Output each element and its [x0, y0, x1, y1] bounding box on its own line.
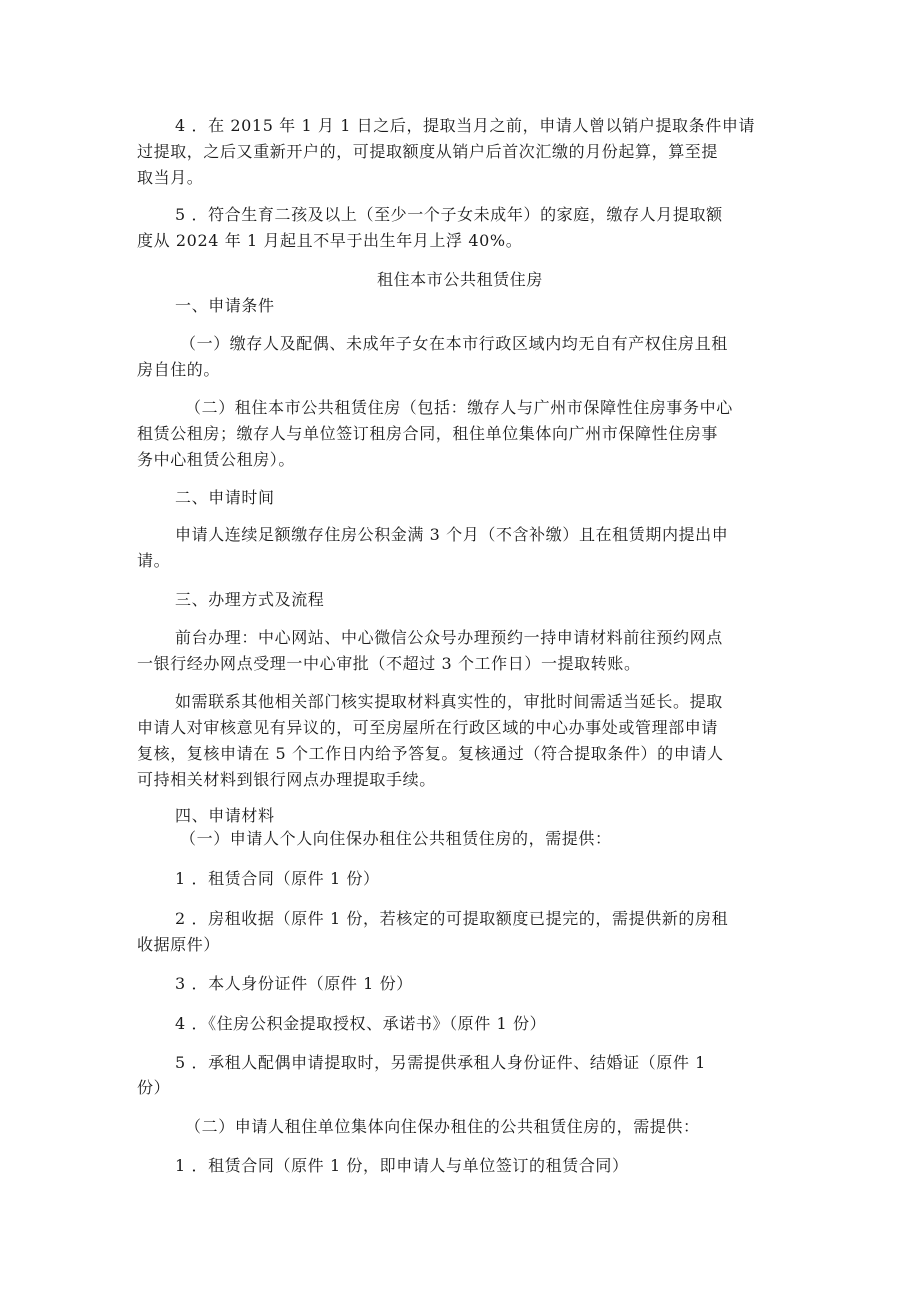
materials-a-item-5-line-2: 份）	[137, 1078, 171, 1097]
section-title: 租住本市公共租赁住房	[376, 270, 543, 289]
paragraph-item-4-line-2: 过提取，之后又重新开户的，可提取额度从销户后首次汇缴的月份起算，算至提	[137, 142, 719, 161]
paragraph-item-4-line-1: 4 ．在 2015 年 1 月 1 日之后，提取当月之前，申请人曾以销户提取条件申请	[175, 116, 756, 135]
application-time-line-1: 申请人连续足额缴存住房公积金满 3 个月（不含补缴）且在租赁期内提出申	[175, 525, 729, 544]
heading-materials: 四、申请材料	[175, 806, 275, 825]
condition-2-line-1: （二）租住本市公共租赁住房（包括：缴存人与广州市保障性住房事务中心	[185, 398, 733, 417]
paragraph-item-5-line-1: 5 ．符合生育二孩及以上（至少一个子女未成年）的家庭，缴存人月提取额	[175, 205, 723, 224]
process-1-line-2: 一银行经办网点受理一中心审批（不超过 3 个工作日）一提取转账。	[137, 654, 641, 673]
materials-a-item-3: 3 ．本人身份证件（原件 1 份）	[175, 974, 413, 993]
paragraph-item-5-line-2: 度从 2024 年 1 月起且不早于出生年月上浮 40%。	[137, 231, 523, 250]
process-2-line-1: 如需联系其他相关部门核实提取材料真实性的，审批时间需适当延长。提取	[175, 692, 723, 711]
condition-2-line-2: 租赁公租房；缴存人与单位签订租房合同，租住单位集体向广州市保障性住房事	[137, 424, 719, 443]
process-1-line-1: 前台办理：中心网站、中心微信公众号办理预约一持申请材料前往预约网点	[175, 628, 723, 647]
condition-1-line-2: 房自住的。	[137, 360, 221, 379]
condition-1-line-1: （一）缴存人及配偶、未成年子女在本市行政区域内均无自有产权住房且租	[180, 334, 728, 353]
materials-a-item-2-line-2: 收据原件）	[137, 935, 221, 954]
materials-a-item-1: 1 ．租赁合同（原件 1 份）	[175, 869, 380, 888]
materials-a-item-5-line-1: 5 ．承租人配偶申请提取时，另需提供承租人身份证件、结婚证（原件 1	[175, 1053, 706, 1072]
heading-application-time: 二、申请时间	[175, 488, 275, 507]
materials-b-intro: （二）申请人租住单位集体向住保办租住的公共租赁住房的，需提供：	[185, 1117, 700, 1136]
heading-process: 三、办理方式及流程	[175, 590, 325, 609]
process-2-line-3: 复核，复核申请在 5 个工作日内给予答复。复核通过（符合提取条件）的申请人	[137, 744, 724, 763]
materials-a-item-4: 4 ．《住房公积金提取授权、承诺书》（原件 1 份）	[175, 1014, 547, 1033]
process-2-line-4: 可持相关材料到银行网点办理提取手续。	[137, 770, 436, 789]
materials-a-intro: （一）申请人个人向住保办租住公共租赁住房的，需提供：	[180, 829, 612, 848]
paragraph-item-4-line-3: 取当月。	[137, 168, 204, 187]
materials-b-item-1: 1 ．租赁合同（原件 1 份，即申请人与单位签订的租赁合同）	[175, 1156, 629, 1175]
materials-a-item-2-line-1: 2 ．房租收据（原件 1 份，若核定的可提取额度已提完的，需提供新的房租	[175, 909, 729, 928]
heading-application-conditions: 一、申请条件	[175, 296, 275, 315]
application-time-line-2: 请。	[137, 551, 171, 570]
process-2-line-2: 申请人对审核意见有异议的，可至房屋所在行政区域的中心办事处或管理部申请	[137, 718, 719, 737]
condition-2-line-3: 务中心租赁公租房）。	[137, 450, 296, 469]
